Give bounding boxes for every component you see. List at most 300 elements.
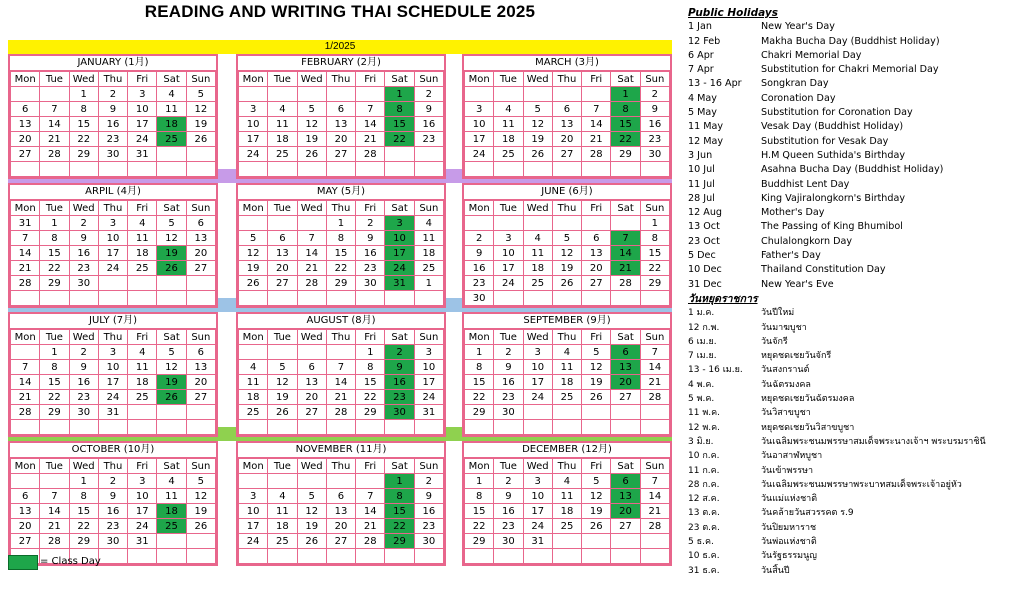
day-cell: 7 [356, 102, 385, 117]
day-cell: 16 [494, 504, 523, 519]
empty-cell [582, 405, 611, 420]
empty-cell [385, 549, 414, 564]
holiday-date: 31 Dec [688, 278, 722, 290]
class-day-cell: 15 [611, 117, 640, 132]
empty-cell [297, 216, 326, 231]
day-cell: 14 [640, 489, 669, 504]
week-row [11, 117, 216, 132]
day-cell: 27 [611, 390, 640, 405]
class-day-cell: 25 [157, 519, 186, 534]
day-cell: 29 [326, 276, 355, 291]
week-row [465, 117, 670, 132]
weekday-header: Fri [128, 201, 157, 216]
holiday-name: หยุดชดเชยวันวิสาขบูชา [761, 422, 855, 433]
weekday-header: Tue [40, 72, 69, 87]
day-cell: 18 [523, 261, 552, 276]
holiday-name: Asahna Bucha Day (Buddhist Holiday) [761, 164, 944, 176]
holiday-name: Coronation Day [761, 92, 836, 104]
day-cell: 5 [157, 216, 186, 231]
holiday-row [688, 278, 1020, 292]
day-cell: 5 [582, 345, 611, 360]
weekday-row [11, 459, 216, 474]
day-cell: 9 [414, 102, 443, 117]
month-calendar [236, 183, 446, 308]
month-table [10, 329, 216, 435]
day-cell: 3 [239, 102, 268, 117]
holiday-date: 23 ต.ค. [688, 522, 720, 533]
empty-cell [186, 534, 215, 549]
day-cell: 11 [552, 360, 581, 375]
day-cell: 27 [552, 147, 581, 162]
week-row [465, 345, 670, 360]
class-day-cell: 23 [385, 390, 414, 405]
weekday-header: Sun [640, 72, 669, 87]
class-day-cell: 26 [157, 261, 186, 276]
weekday-header: Sun [186, 330, 215, 345]
holiday-name: Thailand Constitution Day [761, 264, 886, 276]
holiday-row [688, 192, 1020, 206]
holiday-row [688, 335, 1020, 349]
empty-cell [611, 549, 640, 564]
day-cell: 16 [414, 117, 443, 132]
day-cell: 26 [186, 519, 215, 534]
empty-cell [186, 147, 215, 162]
week-row [465, 132, 670, 147]
class-day-cell: 1 [385, 87, 414, 102]
day-cell: 7 [40, 102, 69, 117]
weekday-header: Fri [582, 201, 611, 216]
weekday-header: Mon [465, 201, 494, 216]
day-cell: 15 [40, 375, 69, 390]
day-cell: 1 [40, 216, 69, 231]
class-day-cell: 19 [157, 246, 186, 261]
week-row [465, 246, 670, 261]
month-name: AUGUST (8月) [238, 314, 444, 329]
day-cell: 6 [582, 231, 611, 246]
day-cell: 27 [186, 261, 215, 276]
class-day-cell: 8 [385, 489, 414, 504]
day-cell: 29 [611, 147, 640, 162]
holiday-row [688, 49, 1020, 63]
day-cell: 6 [326, 102, 355, 117]
week-row [465, 489, 670, 504]
weekday-header: Sun [640, 201, 669, 216]
empty-cell [582, 216, 611, 231]
weekday-header: Sat [385, 201, 414, 216]
weekday-header: Sat [385, 72, 414, 87]
holiday-row [688, 478, 1020, 492]
day-cell: 8 [465, 360, 494, 375]
empty-cell [356, 87, 385, 102]
holiday-date: 1 Jan [688, 21, 712, 33]
week-row [465, 216, 670, 231]
empty-cell [297, 549, 326, 564]
empty-cell [414, 147, 443, 162]
day-cell: 25 [494, 147, 523, 162]
day-cell: 14 [40, 504, 69, 519]
day-cell: 27 [268, 276, 297, 291]
day-cell: 27 [611, 519, 640, 534]
holiday-date: 10 ธ.ค. [688, 551, 720, 562]
class-day-cell: 8 [611, 102, 640, 117]
day-cell: 5 [523, 102, 552, 117]
holiday-row [688, 206, 1020, 220]
day-cell: 23 [414, 132, 443, 147]
empty-cell [494, 420, 523, 435]
class-day-cell: 6 [611, 474, 640, 489]
day-cell: 16 [69, 375, 98, 390]
day-cell: 5 [268, 360, 297, 375]
empty-cell [239, 474, 268, 489]
week-row [239, 117, 444, 132]
day-cell: 14 [11, 375, 40, 390]
day-cell: 14 [11, 246, 40, 261]
holiday-date: 13 ต.ค. [688, 508, 720, 519]
day-cell: 15 [326, 246, 355, 261]
month-table [10, 200, 216, 306]
holiday-name: Makha Bucha Day (Buddhist Holiday) [761, 35, 940, 47]
empty-cell [465, 420, 494, 435]
weekday-header: Sat [385, 330, 414, 345]
day-cell: 28 [11, 276, 40, 291]
day-cell: 17 [523, 375, 552, 390]
weekday-header: Thu [552, 201, 581, 216]
day-cell: 20 [326, 132, 355, 147]
holiday-name: The Passing of King Bhumibol [761, 221, 903, 233]
day-cell: 16 [356, 246, 385, 261]
day-cell: 7 [356, 489, 385, 504]
day-cell: 4 [552, 345, 581, 360]
class-day-cell: 31 [385, 276, 414, 291]
day-cell: 20 [186, 375, 215, 390]
day-cell: 7 [40, 489, 69, 504]
day-cell: 23 [494, 390, 523, 405]
weekday-row [11, 330, 216, 345]
day-cell: 17 [523, 504, 552, 519]
empty-cell [611, 420, 640, 435]
weekday-header: Fri [356, 201, 385, 216]
day-cell: 21 [640, 375, 669, 390]
empty-cell [494, 162, 523, 177]
day-cell: 8 [40, 360, 69, 375]
class-day-cell: 7 [611, 231, 640, 246]
day-cell: 28 [356, 147, 385, 162]
day-cell: 3 [128, 87, 157, 102]
empty-cell [98, 291, 127, 306]
week-row [239, 519, 444, 534]
holiday-row [688, 77, 1020, 91]
day-cell: 26 [552, 276, 581, 291]
day-cell: 25 [523, 276, 552, 291]
week-row [239, 549, 444, 564]
weekday-header: Fri [356, 72, 385, 87]
day-cell: 14 [297, 246, 326, 261]
day-cell: 9 [640, 102, 669, 117]
week-row [465, 162, 670, 177]
empty-cell [523, 405, 552, 420]
empty-cell [268, 474, 297, 489]
weekday-header: Tue [40, 201, 69, 216]
month-name: JULY (7月) [10, 314, 216, 329]
weekday-header: Tue [268, 459, 297, 474]
empty-cell [128, 405, 157, 420]
empty-cell [297, 420, 326, 435]
weekday-header: Tue [40, 330, 69, 345]
empty-cell [11, 345, 40, 360]
week-row [11, 231, 216, 246]
empty-cell [414, 549, 443, 564]
day-cell: 19 [239, 261, 268, 276]
week-row [465, 420, 670, 435]
weekday-header: Wed [297, 72, 326, 87]
day-cell: 11 [157, 489, 186, 504]
day-cell: 4 [523, 231, 552, 246]
day-cell: 5 [239, 231, 268, 246]
class-day-cell: 17 [385, 246, 414, 261]
empty-cell [268, 162, 297, 177]
day-cell: 23 [98, 132, 127, 147]
day-cell: 20 [297, 390, 326, 405]
holiday-name: วันปีใหม่ [761, 308, 795, 319]
empty-cell [157, 147, 186, 162]
day-cell: 18 [552, 504, 581, 519]
day-cell: 13 [552, 117, 581, 132]
day-cell: 24 [414, 390, 443, 405]
day-cell: 29 [465, 405, 494, 420]
day-cell: 21 [11, 261, 40, 276]
empty-cell [611, 162, 640, 177]
day-cell: 10 [523, 489, 552, 504]
day-cell: 15 [356, 375, 385, 390]
thai-holidays-heading: วันหยุดราชการ [688, 292, 758, 305]
day-cell: 14 [640, 360, 669, 375]
class-day-cell: 15 [385, 117, 414, 132]
day-cell: 1 [465, 345, 494, 360]
holiday-name: King Vajiralongkorn's Birthday [761, 192, 906, 204]
month-table [464, 200, 670, 306]
day-cell: 11 [128, 231, 157, 246]
empty-cell [239, 216, 268, 231]
day-cell: 23 [494, 519, 523, 534]
weekday-header: Wed [69, 72, 98, 87]
holiday-date: 23 Oct [688, 235, 720, 247]
class-day-cell: 18 [157, 117, 186, 132]
week-row [239, 216, 444, 231]
day-cell: 11 [494, 117, 523, 132]
holiday-rows [688, 20, 1020, 292]
empty-cell [326, 291, 355, 306]
holiday-name: New Year's Eve [761, 278, 834, 290]
empty-cell [552, 291, 581, 306]
holiday-row [688, 92, 1020, 106]
day-cell: 8 [640, 231, 669, 246]
day-cell: 22 [356, 390, 385, 405]
holiday-name: Substitution for Coronation Day [761, 107, 913, 119]
month-calendar [236, 312, 446, 437]
empty-cell [128, 291, 157, 306]
empty-cell [239, 549, 268, 564]
holiday-name: Songkran Day [761, 78, 829, 90]
empty-cell [128, 549, 157, 564]
day-cell: 11 [268, 117, 297, 132]
weekday-header: Sun [640, 459, 669, 474]
day-cell: 30 [69, 405, 98, 420]
day-cell: 22 [40, 261, 69, 276]
holiday-date: 12 Feb [688, 35, 721, 47]
day-cell: 13 [11, 504, 40, 519]
day-cell: 20 [11, 132, 40, 147]
day-cell: 30 [356, 276, 385, 291]
day-cell: 21 [40, 519, 69, 534]
weekday-header: Thu [98, 201, 127, 216]
day-cell: 3 [239, 489, 268, 504]
day-cell: 14 [40, 117, 69, 132]
weekday-header: Tue [494, 459, 523, 474]
day-cell: 16 [69, 246, 98, 261]
weekday-header: Fri [128, 72, 157, 87]
weekday-header: Mon [465, 72, 494, 87]
day-cell: 11 [414, 231, 443, 246]
empty-cell [98, 549, 127, 564]
day-cell: 12 [297, 117, 326, 132]
holiday-row [688, 506, 1020, 520]
empty-cell [268, 420, 297, 435]
day-cell: 30 [69, 276, 98, 291]
weekday-header: Tue [40, 459, 69, 474]
weekday-header: Fri [582, 459, 611, 474]
week-row [465, 261, 670, 276]
empty-cell [326, 162, 355, 177]
day-cell: 30 [414, 534, 443, 549]
day-cell: 28 [326, 405, 355, 420]
holidays-heading: Public Holidays [688, 7, 778, 19]
empty-cell [611, 216, 640, 231]
weekday-header: Mon [239, 201, 268, 216]
empty-cell [40, 162, 69, 177]
empty-cell [465, 216, 494, 231]
empty-cell [40, 291, 69, 306]
weekday-header: Tue [494, 72, 523, 87]
day-cell: 6 [186, 345, 215, 360]
holiday-date: 4 May [688, 92, 717, 104]
empty-cell [414, 420, 443, 435]
quarter-bar [8, 40, 672, 54]
week-row [11, 132, 216, 147]
weekday-header: Sat [385, 459, 414, 474]
day-cell: 9 [98, 489, 127, 504]
class-day-cell: 24 [385, 261, 414, 276]
week-row [239, 504, 444, 519]
day-cell: 1 [640, 216, 669, 231]
day-cell: 21 [582, 132, 611, 147]
month-name: NOVEMBER (11月) [238, 443, 444, 458]
day-cell: 30 [640, 147, 669, 162]
holiday-name: วันปิยมหาราช [761, 522, 817, 533]
day-cell: 22 [40, 390, 69, 405]
day-cell: 6 [11, 102, 40, 117]
month-table [10, 71, 216, 177]
day-cell: 27 [11, 534, 40, 549]
day-cell: 1 [326, 216, 355, 231]
day-cell: 26 [582, 519, 611, 534]
day-cell: 15 [69, 504, 98, 519]
weekday-header: Sat [611, 330, 640, 345]
empty-cell [268, 345, 297, 360]
empty-cell [326, 87, 355, 102]
day-cell: 19 [552, 261, 581, 276]
day-cell: 18 [414, 246, 443, 261]
weekday-row [11, 201, 216, 216]
day-cell: 7 [582, 102, 611, 117]
empty-cell [98, 162, 127, 177]
holiday-date: 12 พ.ค. [688, 422, 720, 433]
day-cell: 16 [494, 375, 523, 390]
empty-cell [268, 87, 297, 102]
day-cell: 18 [128, 375, 157, 390]
day-cell: 11 [157, 102, 186, 117]
day-cell: 10 [494, 246, 523, 261]
empty-cell [465, 549, 494, 564]
day-cell: 5 [157, 345, 186, 360]
holiday-row [688, 378, 1020, 392]
day-cell: 17 [128, 504, 157, 519]
day-cell: 8 [40, 231, 69, 246]
day-cell: 4 [268, 489, 297, 504]
day-cell: 11 [128, 360, 157, 375]
day-cell: 4 [157, 87, 186, 102]
holiday-row [688, 349, 1020, 363]
class-day-cell: 22 [611, 132, 640, 147]
empty-cell [11, 87, 40, 102]
weekday-row [465, 330, 670, 345]
weekday-header: Tue [494, 201, 523, 216]
weekday-header: Mon [465, 459, 494, 474]
day-cell: 3 [523, 474, 552, 489]
holiday-row [688, 464, 1020, 478]
class-day-cell: 15 [385, 504, 414, 519]
day-cell: 17 [98, 375, 127, 390]
holiday-row [688, 363, 1020, 377]
holiday-row [688, 149, 1020, 163]
empty-cell [611, 405, 640, 420]
empty-cell [326, 345, 355, 360]
holiday-row [688, 235, 1020, 249]
class-day-cell: 9 [385, 360, 414, 375]
day-cell: 21 [356, 519, 385, 534]
class-day-cell: 29 [385, 534, 414, 549]
weekday-header: Sun [640, 330, 669, 345]
holiday-row [688, 549, 1020, 563]
day-cell: 11 [552, 489, 581, 504]
empty-cell [239, 420, 268, 435]
week-row [239, 390, 444, 405]
day-cell: 18 [128, 246, 157, 261]
day-cell: 17 [465, 132, 494, 147]
weekday-header: Thu [326, 72, 355, 87]
day-cell: 23 [69, 261, 98, 276]
holiday-date: 6 Apr [688, 49, 714, 61]
weekday-row [465, 72, 670, 87]
day-cell: 1 [465, 474, 494, 489]
week-row [11, 345, 216, 360]
empty-cell [40, 474, 69, 489]
empty-cell [157, 420, 186, 435]
empty-cell [128, 162, 157, 177]
holiday-name: วันสิ้นปี [761, 565, 790, 576]
day-cell: 26 [239, 276, 268, 291]
weekday-row [11, 72, 216, 87]
day-cell: 2 [356, 216, 385, 231]
